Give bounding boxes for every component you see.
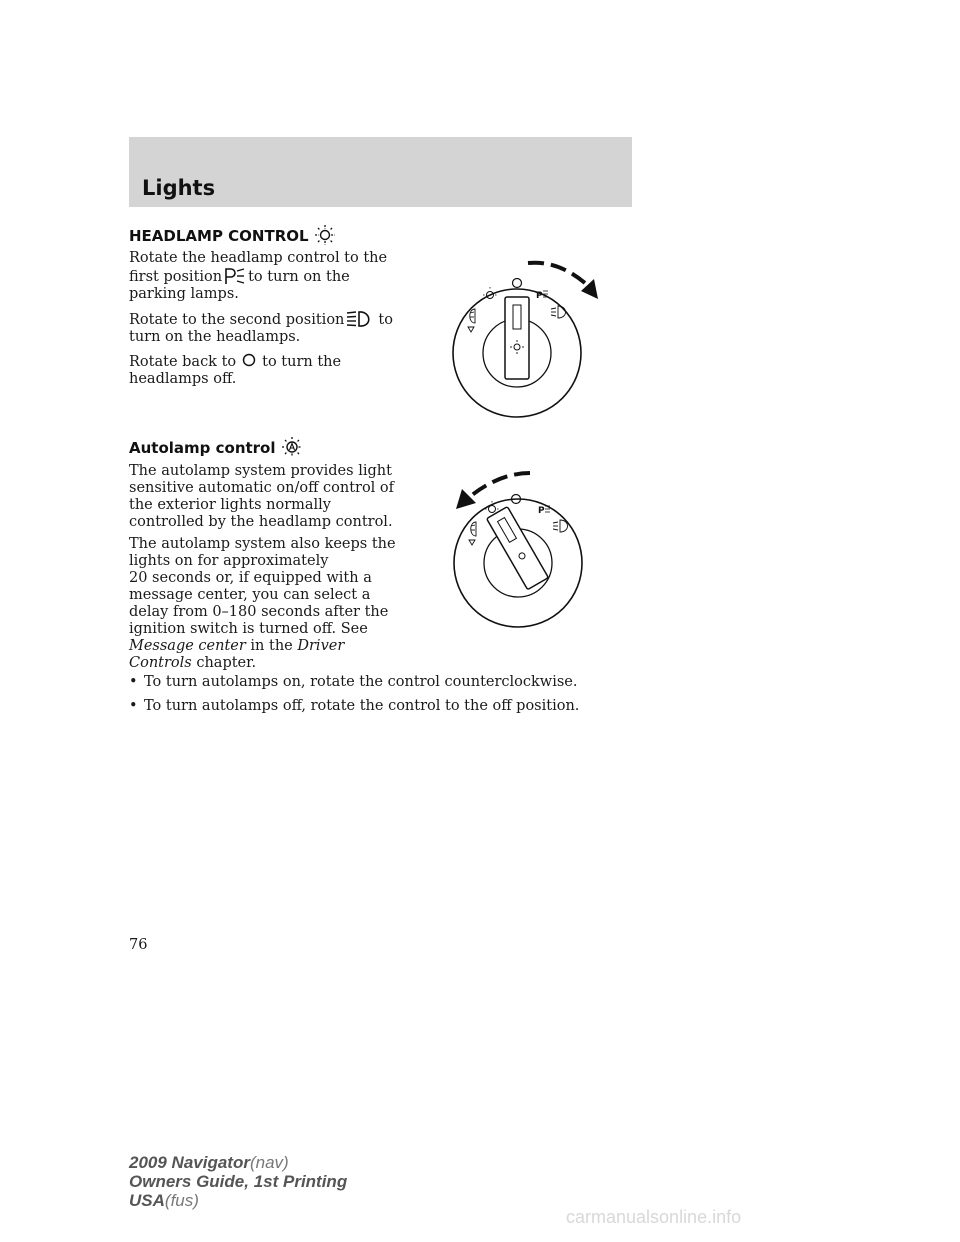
autolamp-position-icon <box>489 506 496 513</box>
autolamp-icon <box>281 437 303 457</box>
headlamp-control-heading: HEADLAMP CONTROL <box>129 225 336 245</box>
dial-knob-rotated <box>487 507 549 590</box>
site-watermark: carmanualsonline.info <box>566 1207 742 1227</box>
autolamp-paragraph-2: The autolamp system also keeps the lights on for approximately 20 seconds or, if equipped with a message center, you can select a delay from 0–180 seconds after the ignition switch is turned off. See Message center in the Driver Controls chapter. <box>129 536 396 671</box>
autolamp-paragraph-1: The autolamp system provides light sensitive automatic on/off control of the exterior lights normally controlled by the headlamp control. <box>129 463 395 530</box>
fog-lamp-position-icon <box>468 309 475 332</box>
autolamp-bullet-off: • To turn autolamps off, rotate the control to the off position. <box>129 698 580 714</box>
autolamp-control-heading: Autolamp control <box>129 437 303 457</box>
message-center-reference: Message center <box>129 638 246 654</box>
headlamp-position-icon <box>551 306 566 318</box>
fog-lamp-position-icon <box>469 522 476 545</box>
dial-knob <box>505 297 529 379</box>
headlamp-paragraph-3: Rotate back to to turn the headlamps off. <box>129 354 342 387</box>
autolamp-bullet-on: • To turn autolamps on, rotate the control counterclockwise. <box>129 674 578 690</box>
off-circle-icon <box>236 352 262 370</box>
headlamp-paragraph-2: Rotate to the second position to turn on the headlamps. <box>129 312 393 345</box>
section-title: Lights <box>142 176 216 200</box>
parking-lamp-icon <box>222 267 248 285</box>
driver-controls-reference: Driver <box>297 638 345 654</box>
clockwise-arrow <box>528 263 585 283</box>
headlamp-beam-icon <box>344 310 378 328</box>
counterclockwise-arrow <box>472 473 530 495</box>
page-number: 76 <box>129 937 148 953</box>
headlamp-paragraph-1: Rotate the headlamp control to the first position to turn on the parking lamps. <box>129 250 388 302</box>
parking-position-label: P <box>538 506 545 516</box>
parking-position-label: P <box>536 291 543 301</box>
headlamp-dial-illustration-1 <box>450 253 610 433</box>
headlamp-sun-icon <box>314 225 336 245</box>
off-position-icon <box>513 279 522 288</box>
document-footer: 2009 Navigator(nav) Owners Guide, 1st Printing USA(fus) <box>129 1153 348 1210</box>
headlamp-dial-illustration-2 <box>440 465 610 645</box>
headlamp-position-icon <box>553 520 568 532</box>
